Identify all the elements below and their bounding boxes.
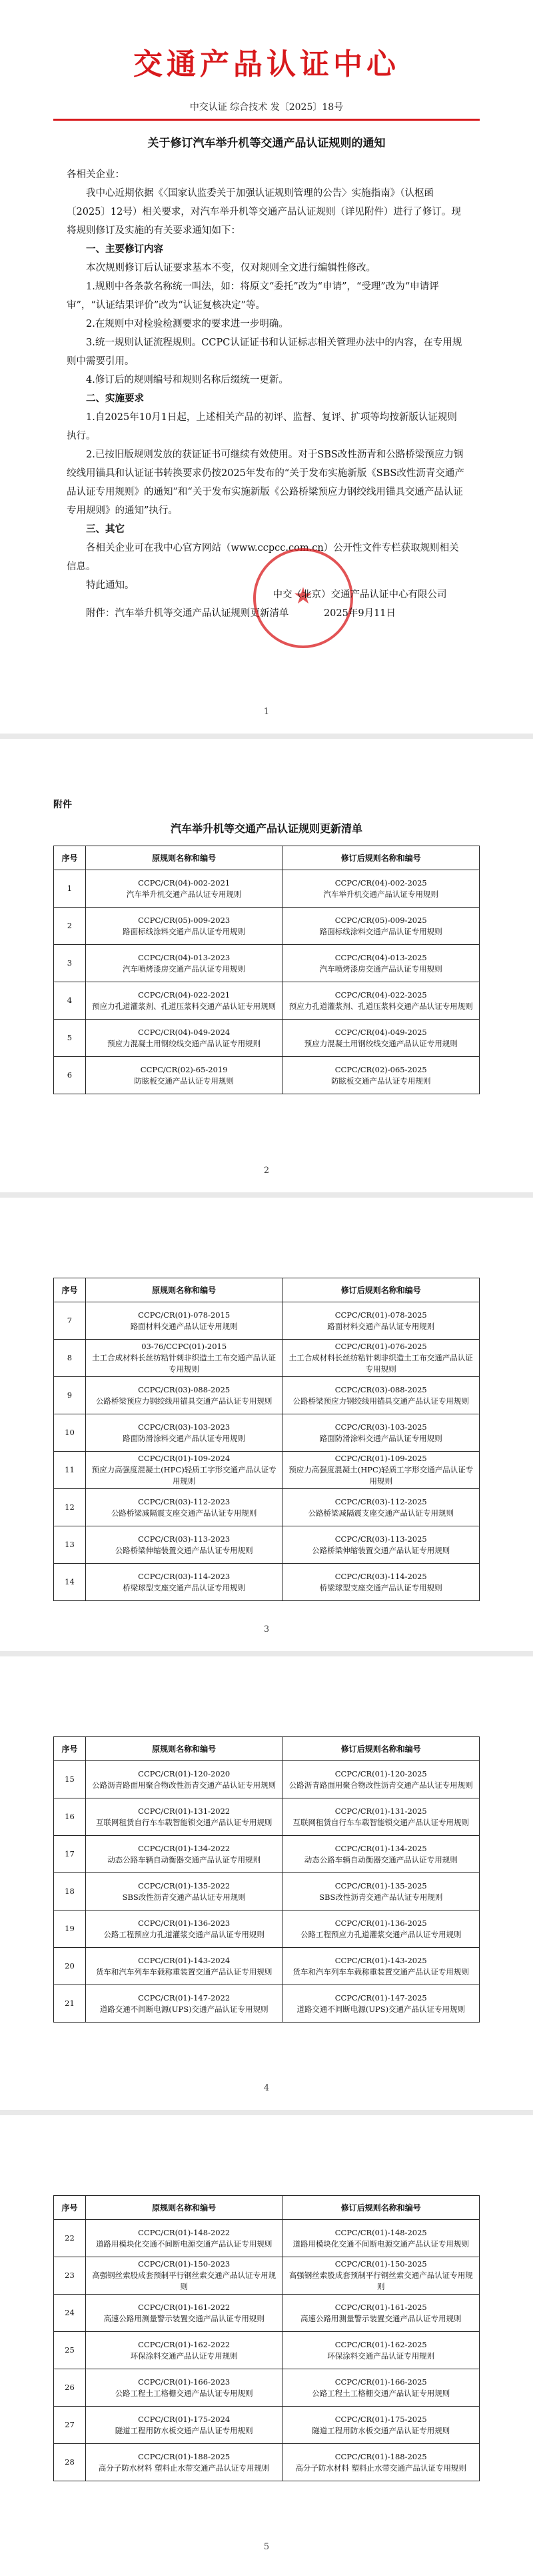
new-rule-code: CCPC/CR(04)-022-2025 — [334, 990, 427, 1000]
old-rule-cell — [85, 2257, 282, 2295]
new-rule-name: 路面材料交通产品认证专用规则 — [327, 1321, 435, 1331]
new-rule-code: CCPC/CR(04)-002-2025 — [334, 878, 427, 888]
new-rule-name: 预应力高强度混凝土(HPC)轻质工字形交通产品认证专用规则 — [288, 1465, 474, 1486]
row-number: 2 — [54, 908, 86, 945]
old-rule-code: CCPC/CR(01)-143-2024 — [138, 1955, 231, 1965]
closing: 特此通知。 — [86, 580, 135, 591]
list-item: 2.在规则中对检验检测要求的要求进一步明确。 — [86, 319, 288, 329]
old-rule-code: CCPC/CR(04)-022-2021 — [138, 990, 231, 1000]
old-rule-name: 土工合成材料长丝纺粘针刺非织造土工布交通产品认证专用规则 — [92, 1353, 276, 1374]
new-rule-cell — [282, 1873, 480, 1910]
new-rule-cell — [282, 1985, 480, 2023]
list-item: 1.规则中各条款名称统一叫法，如：将原文“委托”改为“申请”，“受理”改为“申请评审”，“认证结果评价”改为“认证复核决定”等。 — [67, 281, 439, 311]
old-rule-code: CCPC/CR(01)-134-2022 — [138, 1843, 231, 1853]
section-heading: 一、主要修订内容 — [86, 243, 163, 255]
row-number: 15 — [54, 1761, 86, 1798]
old-rule-code: CCPC/CR(03)-103-2023 — [138, 1422, 231, 1432]
new-rule-cell — [282, 945, 480, 982]
table-row — [54, 1526, 480, 1564]
new-rule-code: CCPC/CR(05)-009-2025 — [334, 915, 427, 925]
row-number: 13 — [54, 1526, 86, 1564]
new-rule-code: CCPC/CR(04)-049-2025 — [334, 1027, 427, 1037]
old-rule-name: 防眩板交通产品认证专用规则 — [134, 1076, 234, 1086]
new-rule-name: SBS改性沥青交通产品认证专用规则 — [319, 1892, 443, 1902]
old-rule-name: 环保涂料交通产品认证专用规则 — [130, 2351, 238, 2361]
old-rule-cell — [85, 1873, 282, 1910]
new-rule-code: CCPC/CR(03)-103-2025 — [334, 1422, 427, 1432]
page-number: 5 — [263, 2542, 270, 2552]
new-rule-cell — [282, 1377, 480, 1414]
table-row — [54, 2407, 480, 2444]
new-rule-cell — [282, 1489, 480, 1526]
table-row — [54, 1302, 480, 1340]
new-rule-name: 预应力混凝土用钢绞线交通产品认证专用规则 — [304, 1038, 458, 1048]
new-rule-cell — [282, 1798, 480, 1836]
signing-date: 2025年9月11日 — [323, 608, 396, 619]
table-row — [54, 945, 480, 982]
old-rule-cell — [85, 1798, 282, 1836]
row-number: 7 — [54, 1302, 86, 1340]
new-rule-name: 土工合成材料长丝纺粘针刺非织造土工布交通产品认证专用规则 — [288, 1353, 473, 1374]
new-rule-name: 防眩板交通产品认证专用规则 — [330, 1076, 431, 1086]
old-rule-cell — [85, 2369, 282, 2407]
row-number: 19 — [54, 1910, 86, 1948]
paragraph: 本次规则修订后认证要求基本不变，仅对规则全文进行编辑性修改。 — [86, 263, 376, 273]
table-header-row — [54, 1737, 480, 1761]
old-rule-name: 高强钢丝索股成套预制平行钢丝索交通产品认证专用规则 — [92, 2271, 276, 2291]
new-rule-cell — [282, 1836, 480, 1873]
old-rule-code: CCPC/CR(03)-113-2023 — [138, 1534, 231, 1544]
header-old: 原规则名称和编号 — [85, 1737, 282, 1761]
old-rule-cell — [85, 1836, 282, 1873]
list-item: 3.统一规则认证流程规则。CCPC认证证书和认证标志相关管理办法中的内容，在专用规则中需要引用。 — [67, 337, 462, 367]
table-row — [54, 2369, 480, 2407]
new-rule-code: CCPC/CR(03)-113-2025 — [334, 1534, 427, 1544]
old-rule-cell — [85, 2407, 282, 2444]
old-rule-code: CCPC/CR(04)-002-2021 — [138, 878, 231, 888]
new-rule-cell — [282, 1057, 480, 1094]
rules-table — [53, 1736, 480, 2023]
new-rule-code: CCPC/CR(01)-120-2025 — [334, 1768, 427, 1778]
salutation: 各相关企业： — [67, 169, 125, 180]
attachment-page — [0, 739, 533, 1192]
new-rule-name: 高分子防水材料 塑料止水带交通产品认证专用规则 — [295, 2463, 467, 2473]
old-rule-code: CCPC/CR(01)-147-2022 — [138, 1993, 231, 2003]
row-number: 27 — [54, 2407, 86, 2444]
old-rule-name: 预应力混凝土用钢绞线交通产品认证专用规则 — [107, 1038, 261, 1048]
old-rule-cell — [85, 1910, 282, 1948]
old-rule-code: CCPC/CR(01)-161-2022 — [138, 2302, 231, 2312]
new-rule-code: CCPC/CR(02)-065-2025 — [334, 1064, 427, 1074]
old-rule-code: CCPC/CR(01)-120-2020 — [138, 1768, 231, 1778]
row-number: 25 — [54, 2332, 86, 2369]
new-rule-code: CCPC/CR(01)-143-2025 — [334, 1955, 427, 1965]
old-rule-name: 桥梁球型支座交通产品认证专用规则 — [123, 1582, 246, 1592]
row-number: 1 — [54, 870, 86, 908]
old-rule-name: 高分子防水材料 塑料止水带交通产品认证专用规则 — [98, 2463, 270, 2473]
page-separator — [0, 1192, 533, 1198]
old-rule-code: CCPC/CR(01)-131-2022 — [138, 1806, 231, 1816]
new-rule-cell — [282, 2332, 480, 2369]
old-rule-cell — [85, 1452, 282, 1489]
table-row — [54, 2444, 480, 2481]
table-row — [54, 1489, 480, 1526]
table-row — [54, 1985, 480, 2023]
new-rule-name: 公路沥青路面用聚合物改性沥青交通产品认证专用规则 — [288, 1780, 473, 1790]
old-rule-code: CCPC/CR(01)-188-2025 — [138, 2451, 231, 2461]
new-rule-cell — [282, 2257, 480, 2295]
old-rule-code: 03-76/CCPC(01)-2015 — [141, 1342, 227, 1351]
new-rule-name: 桥梁球型支座交通产品认证专用规则 — [319, 1582, 442, 1592]
header-no: 序号 — [54, 1278, 86, 1302]
old-rule-name: 公路桥梁减隔震支座交通产品认证专用规则 — [111, 1508, 257, 1518]
attachment-page — [0, 2115, 533, 2569]
old-rule-cell — [85, 1057, 282, 1094]
page-number: 2 — [263, 1166, 270, 1176]
new-rule-cell — [282, 1564, 480, 1601]
new-rule-name: 预应力孔道灌浆剂、孔道压浆料交通产品认证专用规则 — [288, 1001, 473, 1011]
old-rule-code: CCPC/CR(03)-112-2023 — [138, 1496, 231, 1506]
new-rule-code: CCPC/CR(01)-147-2025 — [334, 1993, 427, 2003]
old-rule-cell — [85, 1302, 282, 1340]
new-rule-code: CCPC/CR(01)-076-2025 — [334, 1342, 427, 1351]
table-row — [54, 2257, 480, 2295]
new-rule-cell — [282, 1526, 480, 1564]
old-rule-cell — [85, 1414, 282, 1452]
new-rule-cell — [282, 1910, 480, 1948]
table-row — [54, 1340, 480, 1377]
new-rule-name: 公路桥梁减隔震支座交通产品认证专用规则 — [308, 1508, 454, 1518]
old-rule-name: 公路工程土工格栅交通产品认证专用规则 — [115, 2388, 253, 2398]
new-rule-code: CCPC/CR(01)-135-2025 — [334, 1880, 427, 1890]
row-number: 20 — [54, 1948, 86, 1985]
table-row — [54, 1377, 480, 1414]
new-rule-code: CCPC/CR(01)-150-2025 — [334, 2259, 427, 2269]
old-rule-cell — [85, 982, 282, 1020]
table-row — [54, 982, 480, 1020]
old-rule-name: 路面防滑涂料交通产品认证专用规则 — [123, 1433, 246, 1443]
new-rule-name: 隧道工程用防水板交通产品认证专用规则 — [312, 2425, 450, 2435]
new-rule-name: 道路交通不间断电源(UPS)交通产品认证专用规则 — [296, 2004, 466, 2014]
old-rule-cell — [85, 1377, 282, 1414]
old-rule-name: 公路工程预应力孔道灌浆交通产品认证专用规则 — [103, 1929, 265, 1939]
old-rule-name: 互联网租赁自行车车载智能锁交通产品认证专用规则 — [95, 1817, 272, 1827]
old-rule-code: CCPC/CR(02)-65-2019 — [140, 1064, 228, 1074]
new-rule-cell — [282, 2220, 480, 2257]
new-rule-cell — [282, 982, 480, 1020]
section-heading: 二、实施要求 — [86, 393, 144, 404]
table-row — [54, 870, 480, 908]
page-number: 1 — [263, 707, 270, 717]
old-rule-name: 公路桥梁伸缩装置交通产品认证专用规则 — [115, 1545, 253, 1555]
table-row — [54, 1452, 480, 1489]
old-rule-code: CCPC/CR(01)-078-2015 — [138, 1310, 231, 1320]
header-old: 原规则名称和编号 — [85, 1278, 282, 1302]
old-rule-code: CCPC/CR(01)-135-2022 — [138, 1880, 231, 1890]
old-rule-name: 动态公路车辆自动衡器交通产品认证专用规则 — [107, 1854, 261, 1864]
row-number: 3 — [54, 945, 86, 982]
attachment-label: 附件 — [53, 800, 72, 810]
row-number: 21 — [54, 1985, 86, 2023]
new-rule-code: CCPC/CR(01)-188-2025 — [334, 2451, 427, 2461]
row-number: 18 — [54, 1873, 86, 1910]
new-rule-code: CCPC/CR(04)-013-2025 — [334, 952, 427, 962]
table-row — [54, 1414, 480, 1452]
new-rule-code: CCPC/CR(01)-162-2025 — [334, 2339, 427, 2349]
row-number: 16 — [54, 1798, 86, 1836]
paragraph: 各相关企业可在我中心官方网站（www.ccpcc.com.cn）公开性文件专栏获取规则相关信息。 — [67, 543, 459, 572]
attachment-page — [0, 1198, 533, 1651]
table-title: 汽车举升机等交通产品认证规则更新清单 — [170, 822, 362, 835]
new-rule-name: 公路桥梁预应力钢绞线用锚具交通产品认证专用规则 — [292, 1396, 469, 1406]
old-rule-code: CCPC/CR(04)-049-2024 — [138, 1027, 231, 1037]
old-rule-cell — [85, 1761, 282, 1798]
list-item: 1.自2025年10月1日起，上述相关产品的初评、监督、复评、扩项等均按新版认证规则执行。 — [67, 412, 457, 441]
row-number: 6 — [54, 1057, 86, 1094]
old-rule-name: 公路桥梁预应力钢绞线用锚具交通产品认证专用规则 — [95, 1396, 272, 1406]
page-separator — [0, 2110, 533, 2115]
notice-page — [0, 0, 533, 734]
header-no: 序号 — [54, 2196, 86, 2220]
row-number: 8 — [54, 1340, 86, 1377]
new-rule-code: CCPC/CR(01)-175-2025 — [334, 2414, 427, 2424]
new-rule-cell — [282, 1948, 480, 1985]
table-row — [54, 1836, 480, 1873]
row-number: 5 — [54, 1020, 86, 1057]
table-header-row — [54, 846, 480, 870]
old-rule-name: 路面材料交通产品认证专用规则 — [130, 1321, 238, 1331]
old-rule-code: CCPC/CR(03)-088-2025 — [138, 1384, 231, 1394]
old-rule-cell — [85, 1564, 282, 1601]
new-rule-cell — [282, 1414, 480, 1452]
new-rule-name: 高速公路用测量警示装置交通产品认证专用规则 — [300, 2313, 462, 2323]
attachment-note: 附件：汽车举升机等交通产品认证规则更新清单 — [86, 608, 289, 619]
new-rule-cell — [282, 1340, 480, 1377]
new-rule-code: CCPC/CR(01)-161-2025 — [334, 2302, 427, 2312]
new-rule-cell — [282, 1020, 480, 1057]
new-rule-name: 路面防滑涂料交通产品认证专用规则 — [319, 1433, 442, 1443]
row-number: 24 — [54, 2295, 86, 2332]
row-number: 26 — [54, 2369, 86, 2407]
new-rule-name: 道路用模块化交通不间断电源交通产品认证专用规则 — [292, 2239, 469, 2249]
old-rule-code: CCPC/CR(04)-013-2023 — [138, 952, 231, 962]
row-number: 23 — [54, 2257, 86, 2295]
rules-table — [53, 846, 480, 1094]
new-rule-cell — [282, 1302, 480, 1340]
page-number: 4 — [263, 2083, 270, 2093]
new-rule-code: CCPC/CR(01)-078-2025 — [334, 1310, 427, 1320]
old-rule-cell — [85, 2444, 282, 2481]
new-rule-name: 动态公路车辆自动衡器交通产品认证专用规则 — [304, 1854, 458, 1864]
red-divider — [53, 119, 480, 121]
table-row — [54, 1798, 480, 1836]
list-item: 2.已按旧版规则发放的获证证书可继续有效使用。对于SBS改性沥青和公路桥梁预应力钢绞线用锚具和认证证书转换要求仍按2025年发布的“关于发布实施新版《SBS改性沥青交通产品认证专用规则》的通知”和“关于发布实施新版《公路桥梁预应力钢绞线用锚具交通产品认证专用规则》的通知”执行。 — [67, 449, 464, 516]
old-rule-cell — [85, 1340, 282, 1377]
old-rule-code: CCPC/CR(01)-175-2024 — [138, 2414, 231, 2424]
table-row — [54, 1020, 480, 1057]
header-old: 原规则名称和编号 — [85, 2196, 282, 2220]
row-number: 11 — [54, 1452, 86, 1489]
new-rule-cell — [282, 1452, 480, 1489]
old-rule-name: SBS改性沥青交通产品认证专用规则 — [122, 1892, 246, 1902]
row-number: 10 — [54, 1414, 86, 1452]
new-rule-code: CCPC/CR(01)-148-2025 — [334, 2227, 427, 2237]
old-rule-cell — [85, 1020, 282, 1057]
old-rule-name: 道路交通不间断电源(UPS)交通产品认证专用规则 — [99, 2004, 268, 2014]
row-number: 14 — [54, 1564, 86, 1601]
table-header-row — [54, 1278, 480, 1302]
new-rule-cell — [282, 2407, 480, 2444]
row-number: 28 — [54, 2444, 86, 2481]
old-rule-code: CCPC/CR(01)-162-2022 — [138, 2339, 231, 2349]
old-rule-cell — [85, 1985, 282, 2023]
old-rule-name: 货车和汽车列车车载称重装置交通产品认证专用规则 — [95, 1967, 272, 1977]
row-number: 12 — [54, 1489, 86, 1526]
old-rule-cell — [85, 1948, 282, 1985]
table-row — [54, 1057, 480, 1094]
header-no: 序号 — [54, 1737, 86, 1761]
row-number: 4 — [54, 982, 86, 1020]
table-row — [54, 1873, 480, 1910]
old-rule-code: CCPC/CR(01)-150-2023 — [138, 2259, 231, 2269]
old-rule-cell — [85, 1489, 282, 1526]
old-rule-name: 高速公路用测量警示装置交通产品认证专用规则 — [103, 2313, 265, 2323]
header-new: 修订后规则名称和编号 — [282, 1737, 480, 1761]
new-rule-code: CCPC/CR(01)-131-2025 — [334, 1806, 427, 1816]
table-row — [54, 1910, 480, 1948]
old-rule-cell — [85, 908, 282, 945]
old-rule-name: 道路用模块化交通不间断电源交通产品认证专用规则 — [95, 2239, 272, 2249]
new-rule-name: 公路工程土工格栅交通产品认证专用规则 — [312, 2388, 450, 2398]
old-rule-cell — [85, 2332, 282, 2369]
row-number: 9 — [54, 1377, 86, 1414]
new-rule-name: 货车和汽车列车车载称重装置交通产品认证专用规则 — [292, 1967, 469, 1977]
new-rule-name: 高强钢丝索股成套预制平行钢丝索交通产品认证专用规则 — [288, 2271, 473, 2291]
new-rule-cell — [282, 1761, 480, 1798]
header-no: 序号 — [54, 846, 86, 870]
old-rule-cell — [85, 2295, 282, 2332]
new-rule-cell — [282, 2295, 480, 2332]
old-rule-code: CCPC/CR(01)-166-2023 — [138, 2377, 231, 2387]
table-row — [54, 1564, 480, 1601]
table-header-row — [54, 2196, 480, 2220]
old-rule-code: CCPC/CR(03)-114-2023 — [138, 1571, 231, 1581]
document-number: 中交认证 综合技术 发〔2025〕18号 — [189, 102, 344, 113]
old-rule-code: CCPC/CR(01)-136-2023 — [138, 1918, 231, 1928]
new-rule-name: 互联网租赁自行车车载智能锁交通产品认证专用规则 — [292, 1817, 469, 1827]
header-new: 修订后规则名称和编号 — [282, 846, 480, 870]
table-row — [54, 1761, 480, 1798]
new-rule-name: 公路桥梁伸缩装置交通产品认证专用规则 — [312, 1545, 450, 1555]
attachment-page — [0, 1656, 533, 2110]
old-rule-code: CCPC/CR(01)-109-2024 — [138, 1454, 231, 1463]
old-rule-name: 路面标线涂料交通产品认证专用规则 — [123, 926, 246, 936]
new-rule-name: 汽车喷烤漆房交通产品认证专用规则 — [319, 964, 442, 974]
table-row — [54, 2332, 480, 2369]
table-row — [54, 908, 480, 945]
old-rule-code: CCPC/CR(05)-009-2023 — [138, 915, 231, 925]
new-rule-code: CCPC/CR(01)-166-2025 — [334, 2377, 427, 2387]
signing-organization: 中交（北京）交通产品认证中心有限公司 — [272, 589, 447, 600]
new-rule-code: CCPC/CR(03)-088-2025 — [334, 1384, 427, 1394]
row-number: 22 — [54, 2220, 86, 2257]
old-rule-name: 汽车举升机交通产品认证专用规则 — [126, 889, 242, 899]
table-row — [54, 2295, 480, 2332]
new-rule-name: 公路工程预应力孔道灌浆交通产品认证专用规则 — [300, 1929, 462, 1939]
table-row — [54, 1948, 480, 1985]
new-rule-code: CCPC/CR(01)-136-2025 — [334, 1918, 427, 1928]
new-rule-code: CCPC/CR(03)-112-2025 — [334, 1496, 427, 1506]
rules-table — [53, 2195, 480, 2481]
header-new: 修订后规则名称和编号 — [282, 2196, 480, 2220]
old-rule-name: 汽车喷烤漆房交通产品认证专用规则 — [123, 964, 246, 974]
header-old: 原规则名称和编号 — [85, 846, 282, 870]
old-rule-name: 隧道工程用防水板交通产品认证专用规则 — [115, 2425, 253, 2435]
new-rule-code: CCPC/CR(03)-114-2025 — [334, 1571, 427, 1581]
row-number: 17 — [54, 1836, 86, 1873]
issuer-title: 交通产品认证中心 — [133, 47, 400, 81]
old-rule-name: 预应力高强度混凝土(HPC)轻质工字形交通产品认证专用规则 — [91, 1465, 276, 1486]
new-rule-cell — [282, 908, 480, 945]
rules-table — [53, 1278, 480, 1601]
old-rule-cell — [85, 870, 282, 908]
list-item: 4.修订后的规则编号和规则名称后缀统一更新。 — [86, 375, 288, 385]
new-rule-cell — [282, 2369, 480, 2407]
new-rule-code: CCPC/CR(01)-134-2025 — [334, 1843, 427, 1853]
new-rule-cell — [282, 870, 480, 908]
old-rule-name: 预应力孔道灌浆剂、孔道压浆料交通产品认证专用规则 — [92, 1001, 276, 1011]
new-rule-name: 环保涂料交通产品认证专用规则 — [327, 2351, 435, 2361]
page-separator — [0, 1651, 533, 1656]
new-rule-name: 汽车举升机交通产品认证专用规则 — [323, 889, 438, 899]
old-rule-name: 公路沥青路面用聚合物改性沥青交通产品认证专用规则 — [92, 1780, 276, 1790]
old-rule-cell — [85, 945, 282, 982]
old-rule-code: CCPC/CR(01)-148-2022 — [138, 2227, 231, 2237]
page-number: 3 — [263, 1624, 270, 1634]
old-rule-cell — [85, 2220, 282, 2257]
new-rule-name: 路面标线涂料交通产品认证专用规则 — [319, 926, 442, 936]
intro-paragraph: 我中心近期依据《〈国家认监委关于加强认证规则管理的公告〉实施指南》（认枢函〔2025〕12号）相关要求，对汽车举升机等交通产品认证规则（详见附件）进行了修订。现将规则修订及实施的有关要求通知如下： — [67, 188, 461, 236]
header-new: 修订后规则名称和编号 — [282, 1278, 480, 1302]
notice-title: 关于修订汽车举升机等交通产品认证规则的通知 — [147, 137, 386, 150]
table-row — [54, 2220, 480, 2257]
new-rule-code: CCPC/CR(01)-109-2025 — [334, 1454, 427, 1463]
new-rule-cell — [282, 2444, 480, 2481]
page-separator — [0, 734, 533, 739]
old-rule-cell — [85, 1526, 282, 1564]
section-heading: 三、其它 — [86, 523, 125, 535]
